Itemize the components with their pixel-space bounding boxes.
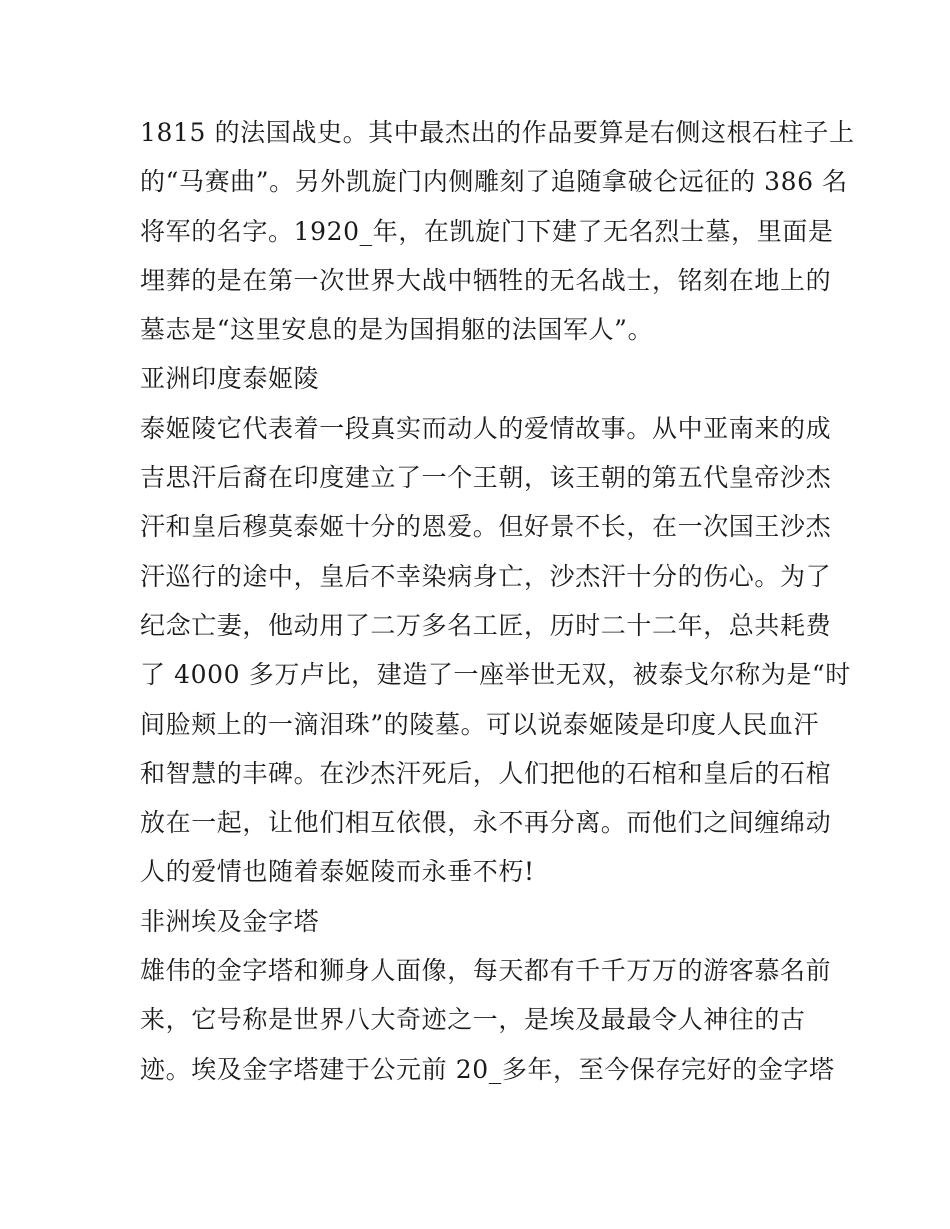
body-text-line: 泰姬陵它代表着一段真实而动人的爱情故事。从中亚南来的成: [140, 413, 832, 443]
body-text-line: 放在一起，让他们相互依偎，永不再分离。而他们之间缠绵动: [140, 808, 832, 838]
section-heading: 亚洲印度泰姬陵: [140, 364, 320, 394]
body-text-line: 雄伟的金字塔和狮身人面像，每天都有千千万万的游客慕名前: [140, 956, 832, 986]
body-text-line: 和智慧的丰碑。在沙杰汗死后，人们把他的石棺和皇后的石棺: [140, 758, 832, 788]
body-text-line: 人的爱情也随着泰姬陵而永垂不朽!: [140, 857, 535, 887]
section-heading: 非洲埃及金字塔: [140, 906, 320, 936]
body-text-line: 汗巡行的途中，皇后不幸染病身亡，沙杰汗十分的伤心。为了: [140, 561, 832, 591]
document-body: [140, 108, 855, 1094]
body-text-line: 埋葬的是在第一次世界大战中牺牲的无名战士，铭刻在地上的: [140, 265, 832, 295]
body-text-line: 了 4000 多万卢比，建造了一座举世无双，被泰戈尔称为是“时: [140, 660, 851, 690]
body-text-line: 来，它号称是世界八大奇迹之一，是埃及最最令人神往的古: [140, 1005, 806, 1035]
body-text-line: 间脸颊上的一滴泪珠”的陵墓。可以说泰姬陵是印度人民血汗: [140, 709, 819, 739]
body-text-line: 纪念亡妻，他动用了二万多名工匠，历时二十二年，总共耗费: [140, 610, 832, 640]
body-text-line: 将军的名字。1920_年，在凯旋门下建了无名烈士墓，里面是: [140, 216, 834, 246]
body-text-line: 吉思汗后裔在印度建立了一个王朝，该王朝的第五代皇帝沙杰: [140, 463, 832, 493]
body-text-line: 1815 的法国战史。其中最杰出的作品要算是右侧这根石柱子上: [140, 118, 855, 147]
body-text-line: 墓志是“这里安息的是为国捐躯的法国军人”。: [140, 315, 654, 345]
body-text-line: 迹。埃及金字塔建于公元前 20_多年，至今保存完好的金字塔: [140, 1054, 835, 1084]
body-text-line: 的“马赛曲”。另外凯旋门内侧雕刻了追随拿破仑远征的 386 名: [140, 167, 848, 197]
body-text-line: 汗和皇后穆莫泰姬十分的恩爱。但好景不长，在一次国王沙杰: [140, 512, 832, 542]
